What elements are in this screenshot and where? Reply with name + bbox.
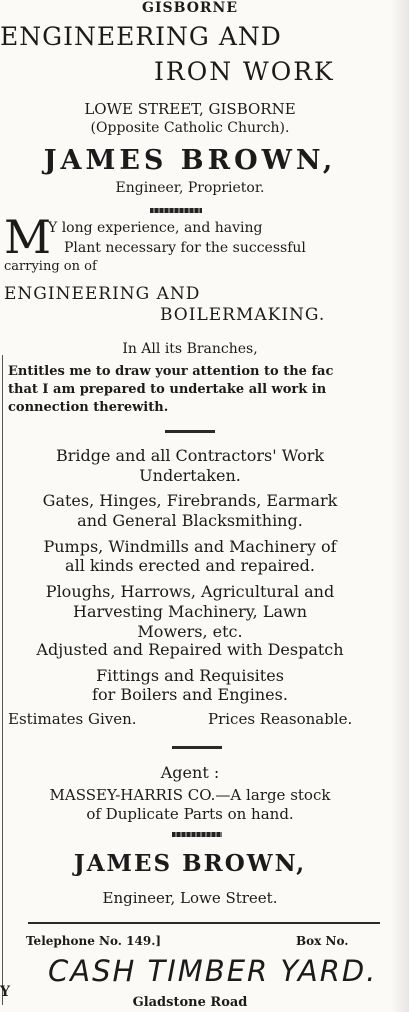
bridge-line-1: Bridge and all Contractors' Work [55, 446, 325, 465]
entitles-line-2: that I am prepared to undertake all work in [8, 382, 327, 397]
intro-line-3: carrying on of [4, 259, 97, 274]
prices-text: Prices Reasonable. [208, 710, 353, 728]
proprietor-name: JAMES BROWN, [43, 145, 337, 176]
divider [172, 746, 222, 749]
footer-name: JAMES BROWN, [73, 850, 307, 877]
gates-line-2: and General Blacksmithing. [77, 511, 303, 530]
address-note: (Opposite Catholic Church). [90, 120, 290, 136]
intro-line-1: Y long experience, and having [48, 220, 263, 236]
pumps-line-1: Pumps, Windmills and Machinery of [43, 537, 337, 556]
agent-heading: Agent : [160, 763, 220, 782]
bridge-line-2: Undertaken. [139, 466, 241, 485]
boilermaking-heading: BOILERMAKING. [160, 305, 326, 325]
timber-yard-heading: CASH TIMBER YARD. [48, 954, 378, 988]
branches-line: In All its Branches, [122, 341, 258, 357]
address: LOWE STREET, GISBORNE [84, 100, 296, 118]
pumps-line-2: all kinds erected and repaired. [65, 556, 315, 575]
ornament-divider [150, 208, 202, 213]
drop-cap: M [4, 210, 52, 264]
entitles-line-1: Entitles me to draw your attention to the fac [8, 364, 334, 379]
ploughs-line-1: Ploughs, Harrows, Agricultural and [45, 582, 335, 601]
advertisement-separator [28, 922, 380, 924]
timber-yard-address: Gladstone Road [132, 995, 248, 1010]
box-number: Box No. [296, 934, 349, 948]
engineering-heading: ENGINEERING AND [4, 284, 201, 304]
agent-line-1: MASSEY-HARRIS CO.—A large stock [49, 786, 331, 804]
intro-line-2: Plant necessary for the successful [64, 240, 306, 256]
margin-fragment: Y [0, 984, 10, 1000]
ploughs-line-3: Mowers, etc. [137, 622, 243, 641]
ploughs-line-2: Harvesting Machinery, Lawn [72, 602, 307, 621]
headline-iron-work: IRON WORK [154, 57, 335, 86]
ornament-divider [172, 832, 222, 837]
divider [165, 430, 215, 433]
fittings-line-2: for Boilers and Engines. [92, 685, 288, 704]
proprietor-title: Engineer, Proprietor. [115, 180, 265, 196]
gates-line-1: Gates, Hinges, Firebrands, Earmark [42, 491, 338, 510]
page-edge-shadow [391, 0, 409, 1012]
headline-engineering: ENGINEERING AND [0, 22, 282, 51]
town-heading: GISBORNE [141, 0, 238, 16]
telephone-number: Telephone No. 149.] [26, 934, 162, 948]
agent-line-2: of Duplicate Parts on hand. [86, 805, 294, 823]
footer-title: Engineer, Lowe Street. [102, 889, 278, 907]
entitles-line-3: connection therewith. [8, 400, 169, 415]
estimates-text: Estimates Given. [8, 710, 137, 728]
fittings-line-1: Fittings and Requisites [96, 666, 284, 685]
column-rule [2, 355, 3, 1005]
adjusted-line: Adjusted and Repaired with Despatch [36, 640, 344, 659]
